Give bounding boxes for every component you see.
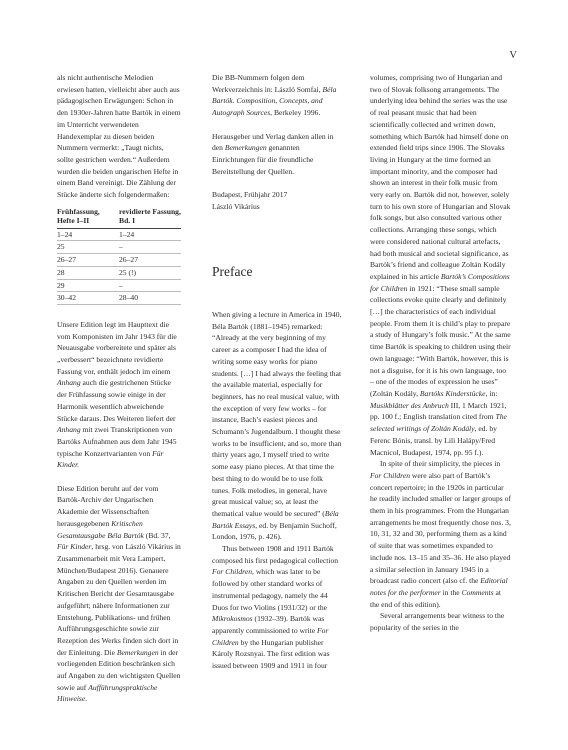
table-cell: 26–27	[119, 254, 181, 267]
paragraph-bb-numbers: Die BB-Nummern folgen dem Werkverzeichnis in: László Somfai, Béla Bartók. Composition, Concepts, and Autograph Sources, Berkeley 1996.	[212, 73, 337, 118]
table-row	[57, 241, 181, 254]
table-row	[57, 266, 181, 279]
paragraph-preface-lecture: When giving a lecture in America in 1940, Béla Bartók (1881–1945) remarked: “Already at the very beginning of my career as a composer I had the idea of writing some easy works for piano students. […] I had always the feeling that the available material, especially for beginners, has no real musical value, with the exception of very few works – for instance, Bach’s easiest pieces and Schumann’s Jugendalbum. I thought these works to be insufficient, and so, more than thirty years ago, I myself tried to write some easy piano pieces. At that time the best thing to do would be to use folk tunes. Folk melodies, in general, have great musical value; so, at least the thematical value would be secured” (Béla Bartók Essays, ed. by Benjamin Suchoff, London, 1976, p. 426).	[212, 310, 342, 542]
paragraph-volumes: volumes, comprising two of Hungarian and two of Slovak folksong arrangements. The underlying idea behind the series was the use of real peasant music that had been scientifically collected and written down, something which Bartók had himself done on extended field trips since 1906. The Slovaks living in Hungary at the time formed an important minority, and the composer had shown an interest in their folk music from very early on. Bartók did not, however, solely turn to his own store of Hungarian and Slovak folk songs, but also consulted various other collections. Arranging these songs, which were considered national cultural artefacts, had both musical and societal significance, as Bartók’s friend and colleague Zoltán Kodály explained in his article Bartók’s Compositions for Children in 1921: “These small sample collections evoke quite clearly and definitely […] the characteristics of each individual people. From them it is child’s play to prepare a study of Hungary’s folk music.” At the same time Bartók is speaking to children using their own language: “With Bartók, however, this is not a disguise, for it is his own language, too – one of the modes of expression he uses” (Zoltán Kodály, Bartóks Kinderstücke, in: Musikblätter des Anbruch III, 1 March 1921, pp. 100 f.; English translation cited from The selected writings of Zoltán Kodály, ed. by Ferenc Bónis, transl. by Lili Halápy/Fred Macnicol, Budapest, 1974, pp. 95 f.).	[370, 73, 511, 457]
column-left	[57, 72, 181, 705]
table-cell: 30–42	[57, 292, 119, 305]
table-row	[57, 279, 181, 292]
section-title-preface: Preface	[212, 264, 253, 279]
column-middle-preface	[212, 309, 342, 672]
page-number: V	[509, 50, 517, 61]
table-cell: 25 (!)	[119, 266, 181, 279]
numbering-table	[57, 207, 181, 305]
table-row	[57, 292, 181, 305]
column-right	[370, 72, 511, 634]
place-date: Budapest, Frühjahr 2017	[212, 190, 288, 199]
paragraph-preface-composition: Thus between 1908 and 1911 Bartók composed his first pedagogical collection For Children, which was later to be followed by other standard works of instrumental pedagogy, namely the 44 Duos for two Violins (1931/32) or the Mikrokosmos (1932–39). Bartók was apparently commissioned to write For Children by the Hungarian publisher Károly Rozsnyai. The first edition was issued between 1909 and 1911 in four	[212, 544, 339, 671]
table-cell: 28	[57, 266, 119, 279]
table-row	[57, 228, 181, 241]
paragraph-acknowledgements: Herausgeber und Verlag danken allen in den Bemerkungen genannten Einrichtungen für die freundliche Bereitstellung der Quellen.	[212, 131, 334, 176]
paragraph-concert-repertoire: In spite of their simplicity, the pieces in For Children were also part of Bartók’s concert repertoire; in the 1920s in particular he readily included smaller or larger groups of them in his programmes. From the Hungarian arrangements he most frequently chose nos. 3, 10, 31, 32 and 30, performing them as a kind of suite that was sometimes expanded to include nos. 13–15 and 35–36. He also played a similar selection in January 1945 in a broadcast radio concert (also cf. the Editorial notes for the performer in the Comments at the end of this edition).	[370, 459, 511, 609]
table-cell: 1–24	[57, 228, 119, 241]
table-cell: –	[119, 279, 181, 292]
table-row	[57, 254, 181, 267]
table-cell: 26–27	[57, 254, 119, 267]
author-name: László Vikárius	[212, 201, 260, 211]
table-cell: 25	[57, 241, 119, 254]
table-cell: –	[119, 241, 181, 254]
paragraph-edition: Unsere Edition legt im Haupttext die vom Komponisten im Jahr 1943 für die Neuausgabe vorbereitete und später als „verbessert“ bezeichnete revidierte Fassung vor, enthält jedoch im einem Anhang auch die gestrichenen Stücke der Frühfassung sowie einige in der Harmonik wesentlich abweichende Stücke daraus. Des Weiteren liefert der Anhang mit zwei Transkriptionen von Bartóks Aufnahmen aus dem Jahr 1945 typische Konzertvarianten von Für Kinder.	[57, 319, 177, 470]
table-cell: 1–24	[119, 228, 181, 241]
paragraph-arrangements: Several arrangements bear witness to the popularity of the series in the	[370, 611, 505, 633]
table-header-revised-version: revidierte Fassung, Bd. I	[119, 207, 181, 229]
column-middle	[212, 72, 342, 212]
table-cell: 28–40	[119, 292, 181, 305]
table-cell: 29	[57, 279, 119, 292]
paragraph-intro: als nicht authentische Melodien erwiesen hatten, vielleicht aber auch aus pädagogischen Erwägungen: Schon in den 1930er-Jahren hatte Bartók in einem im Unterricht verwendeten Handexemplar zu diesen beiden Nummern vermerkt: „Taugt nichts, sollte gestrichen werden.“ Außerdem wurden die beiden ungarischen Hefte in einem Band vereinigt. Die Zählung der Stücke änderte sich folgendermaßen:	[57, 73, 181, 200]
table-header-early-version: Frühfassung, Hefte I–II	[57, 207, 119, 229]
paragraph-sources: Diese Edition beruht auf der vom Bartók-Archiv der Ungarischen Akademie der Wissenschaften herausgegebenen Kritischen Gesamtausgabe Béla Bartók (Bd. 37, Für Kinder, hrsg. von László Vikárius in Zusammenarbeit mit Vera Lampert, München/Budapest 2016). Genauere Angaben zu den Quellen werden im Kritischen Bericht der Gesamtausgabe aufgeführt; nähere Informationen zur Entstehung, Publikations- und frühen Aufführungsgeschichte sowie zur Rezeption des Werks finden sich dort in der Einleitung. Die Bemerkungen in der vorliegenden Edition beschränken sich auf Angaben zu den wichtigsten Quellen sowie auf Aufführungspraktische Hinweise.	[57, 483, 181, 704]
